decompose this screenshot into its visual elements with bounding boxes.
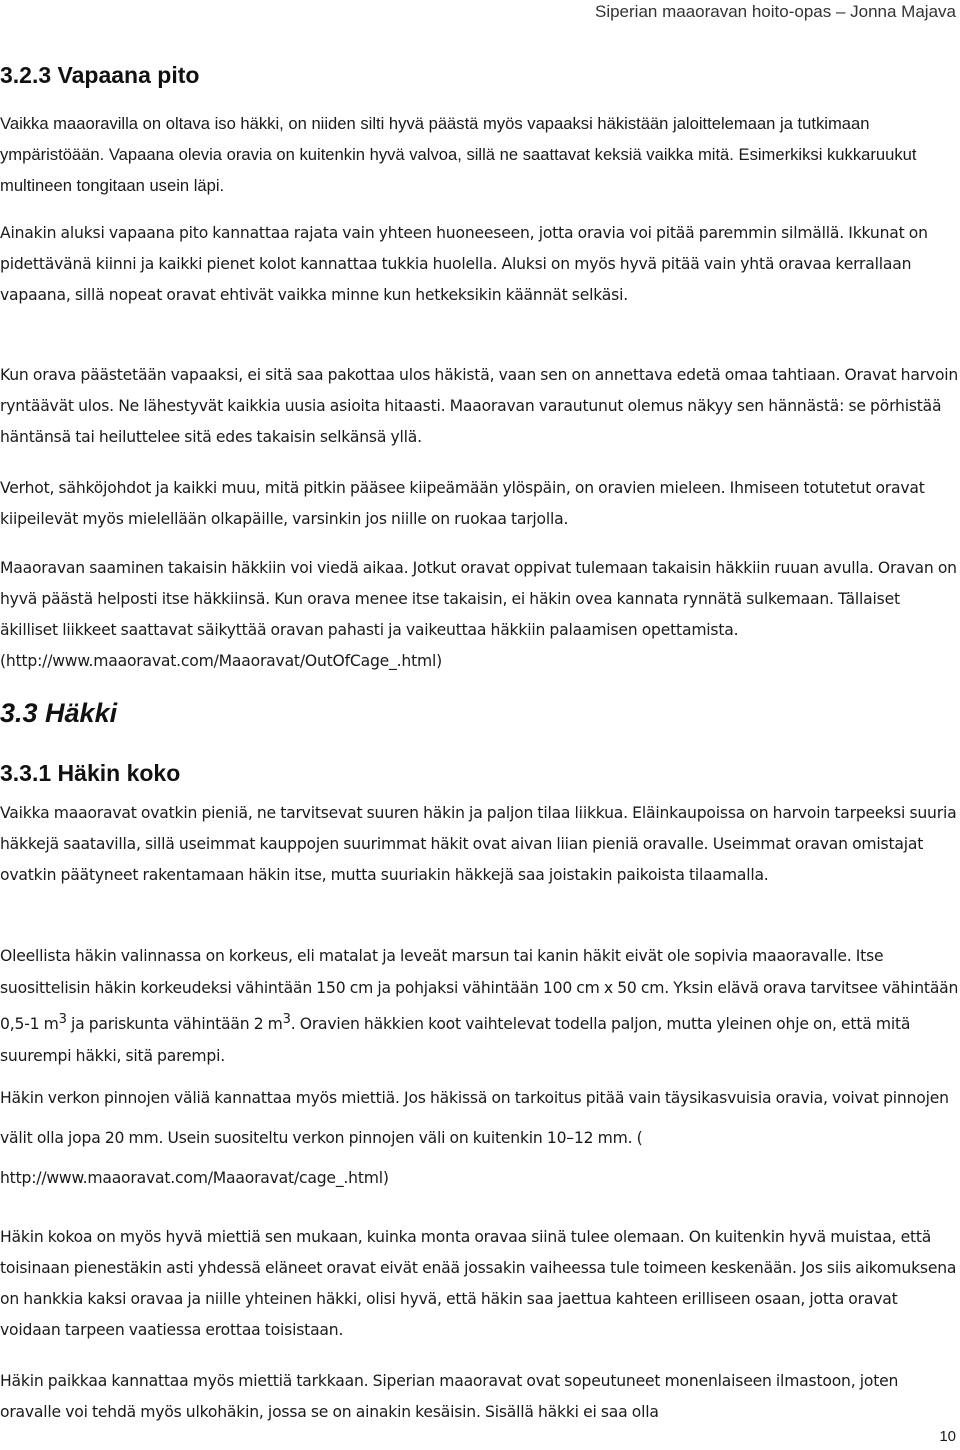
paragraph-vapaana-1: Vaikka maaoravilla on oltava iso häkki, on niiden silti hyvä päästä myös vapaaksi häkistään jaloittelemaan ja tutkimaan ympäristöään. Vapaana olevia oravia on kuitenkin hyvä valvoa, sillä ne saattavat keksiä vaikka mitä. Esimerkiksi kukkaruukut multineen tongitaan usein läpi.	[0, 114, 917, 195]
paragraph-hakin-koko-1: Vaikka maaoravat ovatkin pieniä, ne tarvitsevat suuren häkin ja paljon tilaa liikkua. Eläinkaupoissa on harvoin tarpeeksi suuria häkkejä saatavilla, sillä useimmat kauppojen suurimmat häkit ovat aivan liian pieniä oravalle. Useimmat oravan omistajat ovatkin päätyneet rakentamaan häkin itse, mutta suuriakin häkkejä saa joistakin paikoista tilaamalla.	[0, 804, 957, 884]
paragraph-vapaana-2: Ainakin aluksi vapaana pito kannattaa rajata vain yhteen huoneeseen, jotta oravia voi pitää paremmin silmällä. Ikkunat on pidettävänä kiinni ja kaikki pienet kolot kannattaa tukkia huolella. Aluksi on myös hyvä pitää vain yhtä oravaa kerrallaan vapaana, sillä nopeat oravat ehtivät vaikka minne kun hetkeksikin käännät selkäsi.	[0, 224, 928, 304]
text-run: ja pariskunta vähintään 2 m	[66, 1015, 283, 1034]
paragraph-vapaana-4: Verhot, sähköjohdot ja kaikki muu, mitä pitkin pääsee kiipeämään ylöspäin, on oravien mieleen. Ihmiseen totutetut oravat kiipeilevät myös mielellään olkapäille, varsinkin jos niille on ruokaa tarjolla.	[0, 479, 925, 528]
paragraph-hakin-koko-4: Häkin kokoa on myös hyvä miettiä sen mukaan, kuinka monta oravaa siinä tulee olemaan. On kuitenkin hyvä muistaa, että toisinaan pienestäkin asti yhdessä eläneet oravat eivät enää jossakin vaiheessa tule toimeen keskenään. Jos siis aikomuksena on hankkia kaksi oravaa ja niille yhteinen häkki, olisi hyvä, että häkin saa jaettua kahteen erilliseen osaan, jotta oravat voidaan tarpeen vaatiessa erottaa toisistaan.	[0, 1228, 957, 1339]
heading-3-2-3: 3.2.3 Vapaana pito	[0, 62, 200, 88]
text-run: Oleellista häkin valinnassa on korkeus, eli matalat ja leveät marsun tai kanin häkit eivät ole sopivia maaoravalle. Itse suosittelisin häkin korkeudeksi vähintään 150 cm ja pohjaksi vähintään 100 cm x 50 cm. Yksin elävä orava tarvitsee vähintään 0,5-1 m	[0, 947, 959, 1034]
running-header: Siperian maaoravan hoito-opas – Jonna Majava	[594, 2, 956, 21]
page-number: 10	[939, 1428, 956, 1445]
superscript-cubic: 3	[58, 1012, 67, 1027]
superscript-cubic: 3	[282, 1012, 291, 1027]
paragraph-hakin-koko-3: Häkin verkon pinnojen väliä kannattaa myös miettiä. Jos häkissä on tarkoitus pitää vain täysikasvuisia oravia, voivat pinnojen välit olla jopa 20 mm. Usein suositeltu verkon pinnojen väli on kuitenkin 10–12 mm. ( http://www.maaoravat.com/Maaoravat/cage_.html)	[0, 1089, 949, 1187]
paragraph-hakin-koko-2	[0, 941, 960, 1072]
heading-3-3: 3.3 Häkki	[0, 698, 118, 728]
text-run: . Oravien häkkien koot vaihtelevat todella paljon, mutta yleinen ohje on, että mitä suurempi häkki, sitä parempi.	[0, 1015, 911, 1065]
heading-3-3-1: 3.3.1 Häkin koko	[0, 760, 181, 786]
paragraph-vapaana-5: Maaoravan saaminen takaisin häkkiin voi viedä aikaa. Jotkut oravat oppivat tulemaan takaisin häkkiin ruuan avulla. Oravan on hyvä päästä helposti itse häkkiinsä. Kun orava menee itse takaisin, ei häkin ovea kannata rynnätä sulkemaan. Tällaiset äkilliset liikkeet saattavat säikyttää oravan pahasti ja vaikeuttaa häkkiin palaamisen opettamista. (http://www.maaoravat.com/Maaoravat/OutOfCage_.html)	[0, 559, 957, 670]
paragraph-hakin-koko-5: Häkin paikkaa kannattaa myös miettiä tarkkaan. Siperian maaoravat ovat sopeutuneet monenlaiseen ilmastoon, joten oravalle voi tehdä myös ulkohäkin, jossa se on ainakin kesäisin. Sisällä häkki ei saa olla	[0, 1372, 899, 1421]
paragraph-vapaana-3: Kun orava päästetään vapaaksi, ei sitä saa pakottaa ulos häkistä, vaan sen on annettava edetä omaa tahtiaan. Oravat harvoin ryntäävät ulos. Ne lähestyvät kaikkia uusia asioita hitaasti. Maaoravan varautunut olemus näkyy sen hännästä: se pörhistää häntänsä tai heiluttelee sitä edes takaisin selkänsä yllä.	[0, 366, 959, 446]
